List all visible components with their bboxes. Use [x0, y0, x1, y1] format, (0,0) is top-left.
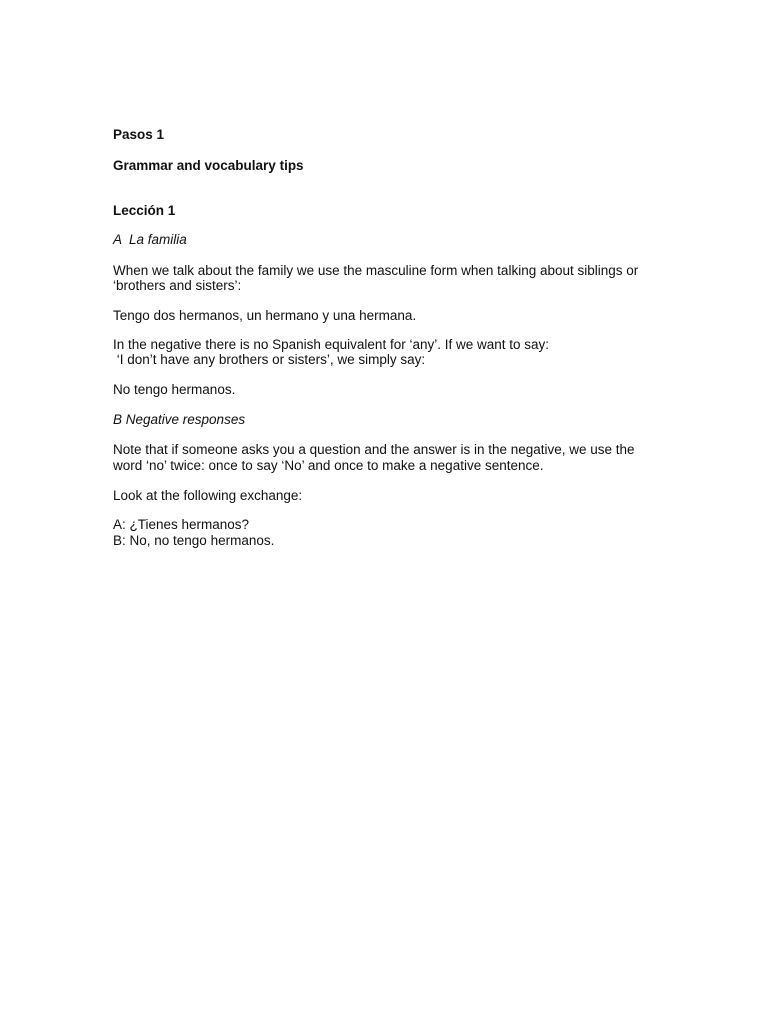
section-b-heading: B Negative responses	[113, 412, 246, 427]
section-a-heading: A La familia	[113, 232, 187, 247]
lesson-heading: Lección 1	[113, 203, 176, 218]
section-a-paragraph-1-line-2: ‘brothers and sisters’:	[113, 278, 242, 293]
exchange-line-b: B: No, no tengo hermanos.	[113, 533, 275, 548]
section-a-paragraph-1-line-1: When we talk about the family we use the masculine form when talking about siblings or	[113, 263, 639, 278]
section-b-paragraph-2: Look at the following exchange:	[113, 488, 303, 503]
section-a-example-1: Tengo dos hermanos, un hermano y una hermana.	[113, 308, 417, 323]
document-title: Pasos 1	[113, 127, 165, 142]
document-subtitle: Grammar and vocabulary tips	[113, 158, 304, 173]
section-a-paragraph-2-line-2: ‘I don’t have any brothers or sisters’, we simply say:	[113, 352, 426, 367]
section-b-paragraph-1-line-1: Note that if someone asks you a question and the answer is in the negative, we use the	[113, 442, 635, 457]
section-a-paragraph-2-line-1: In the negative there is no Spanish equivalent for ‘any’. If we want to say:	[113, 337, 550, 352]
section-b-paragraph-1-line-2: word ‘no’ twice: once to say ‘No’ and once to make a negative sentence.	[113, 458, 544, 473]
section-a-example-2: No tengo hermanos.	[113, 382, 236, 397]
exchange-line-a: A: ¿Tienes hermanos?	[113, 517, 250, 532]
